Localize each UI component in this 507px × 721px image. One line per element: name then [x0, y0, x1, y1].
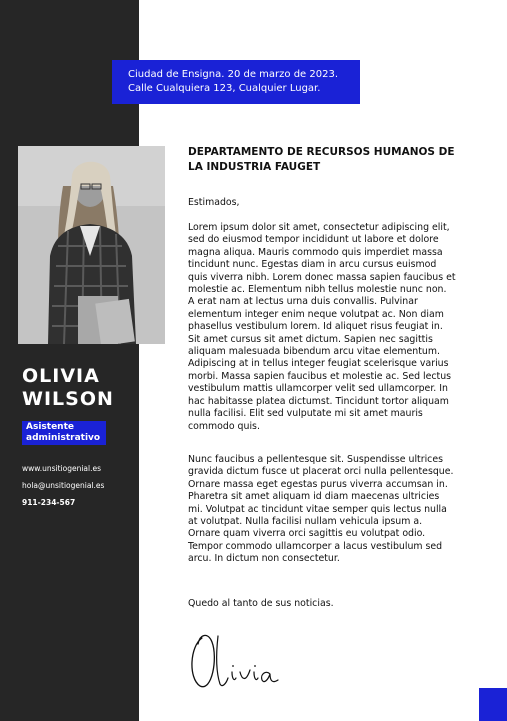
paragraph-line: Nunc faucibus a pellentesque sit. Suspendisse ultrices [188, 454, 443, 465]
address-line: Calle Cualquiera 123, Cualquier Lugar. [128, 83, 321, 94]
phone-number: 911-234-567 [22, 498, 76, 507]
body-paragraph-1 [188, 222, 478, 433]
department-line-2: LA INDUSTRIA FAUGET [188, 161, 321, 173]
paragraph-line: aliquam malesuada bibendum arcu vitae elementum. [188, 346, 440, 358]
recipient-department [188, 145, 478, 175]
paragraph-line: A erat nam at lectus urna duis convallis. Pulvinar [188, 296, 418, 308]
date-line: Ciudad de Ensigna. 20 de marzo de 2023. [128, 69, 339, 80]
body-paragraph-2 [188, 454, 478, 566]
paragraph-line: magna aliqua. Mauris commodo quis imperdiet massa [188, 246, 443, 258]
paragraph-line: hac habitasse platea dictumst. Tincidunt tortor aliquam [188, 395, 449, 407]
paragraph-line: gravida dictum fusce ut placerat orci nulla pellentesque. [188, 466, 454, 478]
date-address-box [112, 60, 360, 104]
paragraph-line: elementum integer enim neque volutpat ac. Non diam [188, 308, 444, 320]
website-link[interactable]: www.unsitiogenial.es [22, 464, 102, 473]
paragraph-line: nulla facilisi. Elit sed vulputate mi sit amet mauris [188, 408, 423, 420]
accent-corner-block [479, 688, 507, 721]
paragraph-line: Pharetra sit amet aliquam id diam maecenas ultricies [188, 491, 440, 503]
paragraph-line: mi. Volutpat ac tincidunt vitae semper quis lectus nulla [188, 503, 447, 515]
paragraph-line: quis viverra nibh. Lorem donec massa sapien faucibus et [188, 271, 456, 283]
profile-photo [18, 146, 165, 344]
department-line-1: DEPARTAMENTO DE RECURSOS HUMANOS DE [188, 146, 455, 158]
candidate-name [22, 365, 114, 411]
closing-line: Quedo al tanto de sus noticias. [188, 598, 334, 609]
paragraph-line: Sit amet cursus sit amet dictum. Sapien nec sagittis [188, 333, 433, 345]
paragraph-line: phasellus vestibulum lorem. Id aliquet risus feugiat in. [188, 321, 443, 333]
paragraph-line: Lorem ipsum dolor sit amet, consectetur adipiscing elit, [188, 222, 450, 233]
email-link[interactable]: hola@unsitiogenial.es [22, 481, 105, 490]
paragraph-line: Ornare massa eget egestas purus viverra accumsan in. [188, 478, 448, 490]
paragraph-line: arcu. In dictum non consectetur. [188, 553, 340, 565]
paragraph-line: vestibulum mattis ullamcorper velit sed ullamcorper. In [188, 383, 448, 395]
handwritten-signature [188, 628, 288, 690]
paragraph-line: sed do eiusmod tempor incididunt ut labore et dolore [188, 234, 439, 246]
role-line-2: administrativo [26, 433, 101, 443]
paragraph-line: Ornare quam viverra orci sagittis eu volutpat odio. [188, 528, 426, 540]
paragraph-line: tincidunt nunc. Egestas diam in arcu cursus euismod [188, 259, 437, 271]
paragraph-line: Tempor commodo ullamcorper a lacus vestibulum sed [188, 540, 443, 552]
paragraph-line: commodo quis. [188, 420, 260, 432]
paragraph-line: molestie ac. Elementum nibh tellus molestie nunc non. [188, 284, 447, 296]
sidebar [0, 0, 139, 721]
paragraph-line: at volutpat. Nulla facilisi nullam vehicula ipsum a. [188, 516, 423, 528]
greeting: Estimados, [188, 197, 240, 208]
name-last: WILSON [22, 388, 114, 410]
name-first: OLIVIA [22, 365, 100, 387]
role-badge [22, 421, 106, 445]
paragraph-line: morbi. Massa sapien faucibus et molestie ac. Sed lectus [188, 370, 452, 382]
paragraph-line: Adipiscing at in tellus integer feugiat scelerisque varius [188, 358, 449, 370]
role-line-1: Asistente [26, 422, 74, 432]
